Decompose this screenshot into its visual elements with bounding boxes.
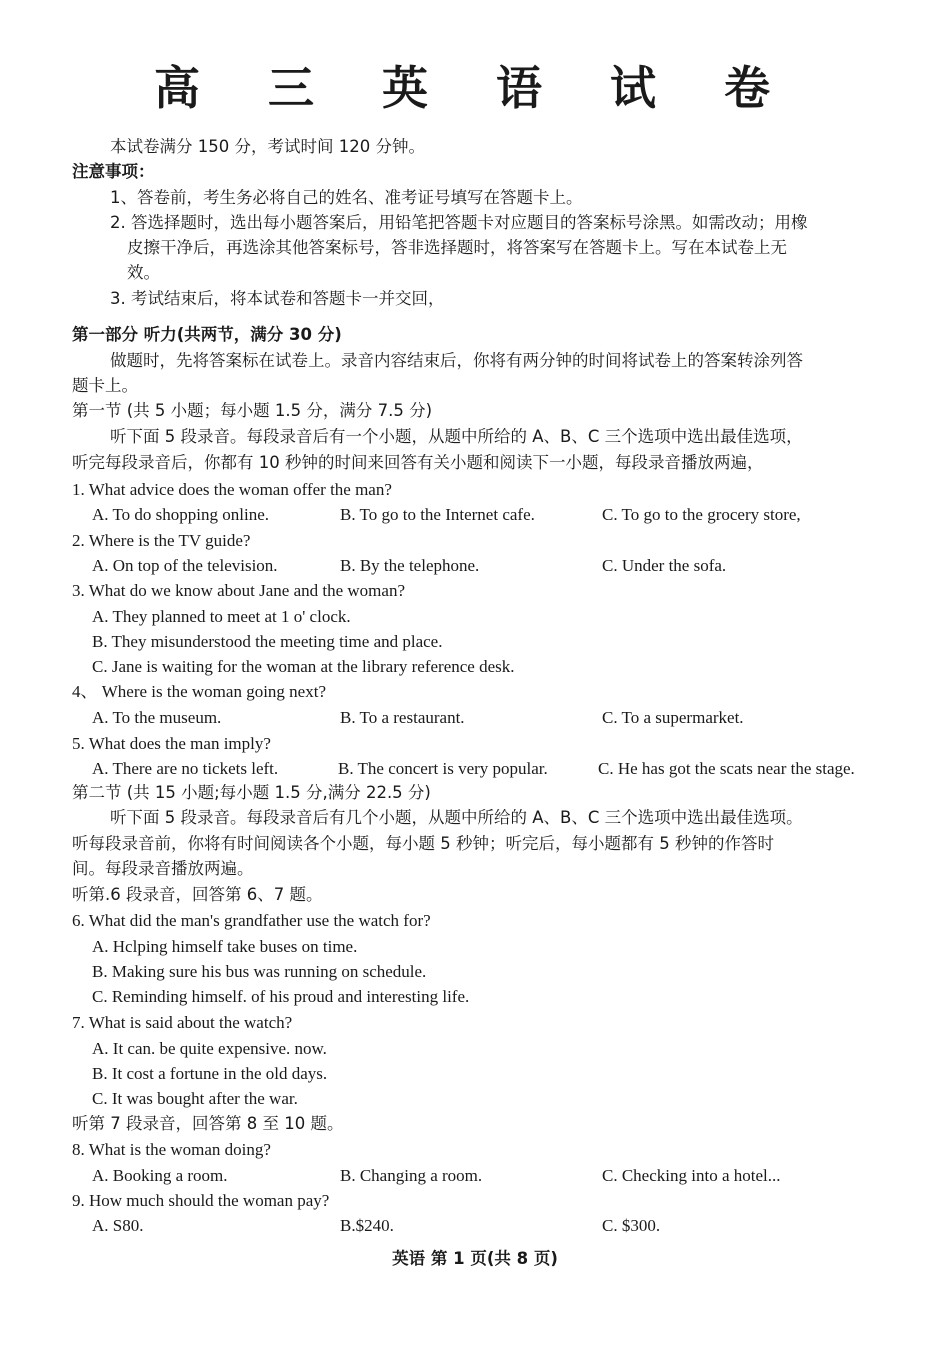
q6-option-c: C. Reminding himself. of his proud and interesting life. xyxy=(92,987,470,1006)
notice-heading: 注意事项： xyxy=(72,162,155,181)
question-9: 9. How much should the woman pay? xyxy=(72,1191,330,1210)
notice-item: 1、答卷前，考生务必将自己的姓名、准考证号填写在答题卡上。 xyxy=(110,188,583,207)
q8-option-b: B. Changing a room. xyxy=(340,1166,483,1185)
q3-option-a: A. They planned to meet at 1 o' clock. xyxy=(92,607,351,626)
q1-option-a: A. To do shopping online. xyxy=(92,505,269,524)
q3-option-b: B. They misunderstood the meeting time and place. xyxy=(92,632,443,651)
page-title: 高 三 英 语 试 卷 xyxy=(153,61,797,115)
question-1: 1. What advice does the woman offer the man? xyxy=(72,480,392,499)
q6-option-a: A. Hclping himself take buses on time. xyxy=(92,937,358,956)
q3-option-c: C. Jane is waiting for the woman at the library reference desk. xyxy=(92,657,515,676)
q8-option-c: C. Checking into a hotel... xyxy=(602,1166,781,1185)
q1-option-b: B. To go to the Internet cafe. xyxy=(340,505,535,524)
part1-instruction: 题卡上。 xyxy=(72,376,138,395)
page-footer: 英语 第 1 页(共 8 页) xyxy=(392,1249,558,1268)
section1-instruction: 听下面 5 段录音。每段录音后有一个小题，从题中所给的 A、B、C 三个选项中选出最佳选项， xyxy=(110,427,803,446)
part1-heading: 第一部分 听力(共两节，满分 30 分) xyxy=(72,325,342,344)
q2-option-a: A. On top of the television. xyxy=(92,556,278,575)
q9-option-c: C. $300. xyxy=(602,1216,661,1235)
notice-item: 3. 考试结束后，将本试卷和答题卡一并交回， xyxy=(110,289,445,308)
q5-option-b: B. The concert is very popular. xyxy=(338,759,548,778)
section2-instruction: 听每段录音前，你将有时间阅读各个小题，每小题 5 秒钟；听完后，每小题都有 5 秒钟的作答时 xyxy=(72,834,774,853)
part1-instruction: 做题时，先将答案标在试卷上。录音内容结束后，你将有两分钟的时间将试卷上的答案转涂列答 xyxy=(110,351,803,370)
question-5: 5. What does the man imply? xyxy=(72,734,271,753)
q6-option-b: B. Making sure his bus was running on schedule. xyxy=(92,962,427,981)
group-6-heading: 听第.6 段录音，回答第 6、7 题。 xyxy=(72,885,323,904)
q1-option-c: C. To go to the grocery store, xyxy=(602,505,801,524)
q4-option-c: C. To a supermarket. xyxy=(602,708,744,727)
question-7: 7. What is said about the watch? xyxy=(72,1013,293,1032)
q7-option-b: B. It cost a fortune in the old days. xyxy=(92,1064,328,1083)
q8-option-a: A. Booking a room. xyxy=(92,1166,228,1185)
q4-option-b: B. To a restaurant. xyxy=(340,708,465,727)
section1-heading: 第一节 (共 5 小题；每小题 1.5 分，满分 7.5 分) xyxy=(72,401,433,420)
question-2: 2. Where is the TV guide? xyxy=(72,531,251,550)
q4-option-a: A. To the museum. xyxy=(92,708,222,727)
section2-instruction: 间。每段录音播放两遍。 xyxy=(72,859,254,878)
q7-option-a: A. It can. be quite expensive. now. xyxy=(92,1039,327,1058)
notice-item: 皮擦干净后，再选涂其他答案标号，答非选择题时，将答案写在答题卡上。写在本试卷上无 xyxy=(127,238,787,257)
exam-intro: 本试卷满分 150 分，考试时间 120 分钟。 xyxy=(110,137,425,156)
notice-item: 效。 xyxy=(127,263,160,282)
q9-option-a: A. S80. xyxy=(92,1216,144,1235)
section2-heading: 第二节 (共 15 小题;每小题 1.5 分,满分 22.5 分) xyxy=(72,783,431,802)
section2-instruction: 听下面 5 段录音。每段录音后有几个小题，从题中所给的 A、B、C 三个选项中选出最佳选项。 xyxy=(110,808,803,827)
q5-option-c: C. He has got the scats near the stage. xyxy=(598,759,855,778)
notice-item: 2. 答选择题时，选出每小题答案后，用铅笔把答题卡对应题目的答案标号涂黑。如需改动；用橡 xyxy=(110,213,808,232)
q9-option-b: B.$240. xyxy=(340,1216,394,1235)
question-4: 4、 Where is the woman going next? xyxy=(72,682,326,701)
q2-option-b: B. By the telephone. xyxy=(340,556,480,575)
question-8: 8. What is the woman doing? xyxy=(72,1140,271,1159)
q2-option-c: C. Under the sofa. xyxy=(602,556,727,575)
q5-option-a: A. There are no tickets left. xyxy=(92,759,279,778)
question-6: 6. What did the man's grandfather use the watch for? xyxy=(72,911,431,930)
question-3: 3. What do we know about Jane and the woman? xyxy=(72,581,405,600)
q7-option-c: C. It was bought after the war. xyxy=(92,1089,298,1108)
group-7-heading: 听第 7 段录音，回答第 8 至 10 题。 xyxy=(72,1114,344,1133)
section1-instruction: 听完每段录音后，你都有 10 秒钟的时间来回答有关小题和阅读下一小题，每段录音播放两遍， xyxy=(72,453,764,472)
